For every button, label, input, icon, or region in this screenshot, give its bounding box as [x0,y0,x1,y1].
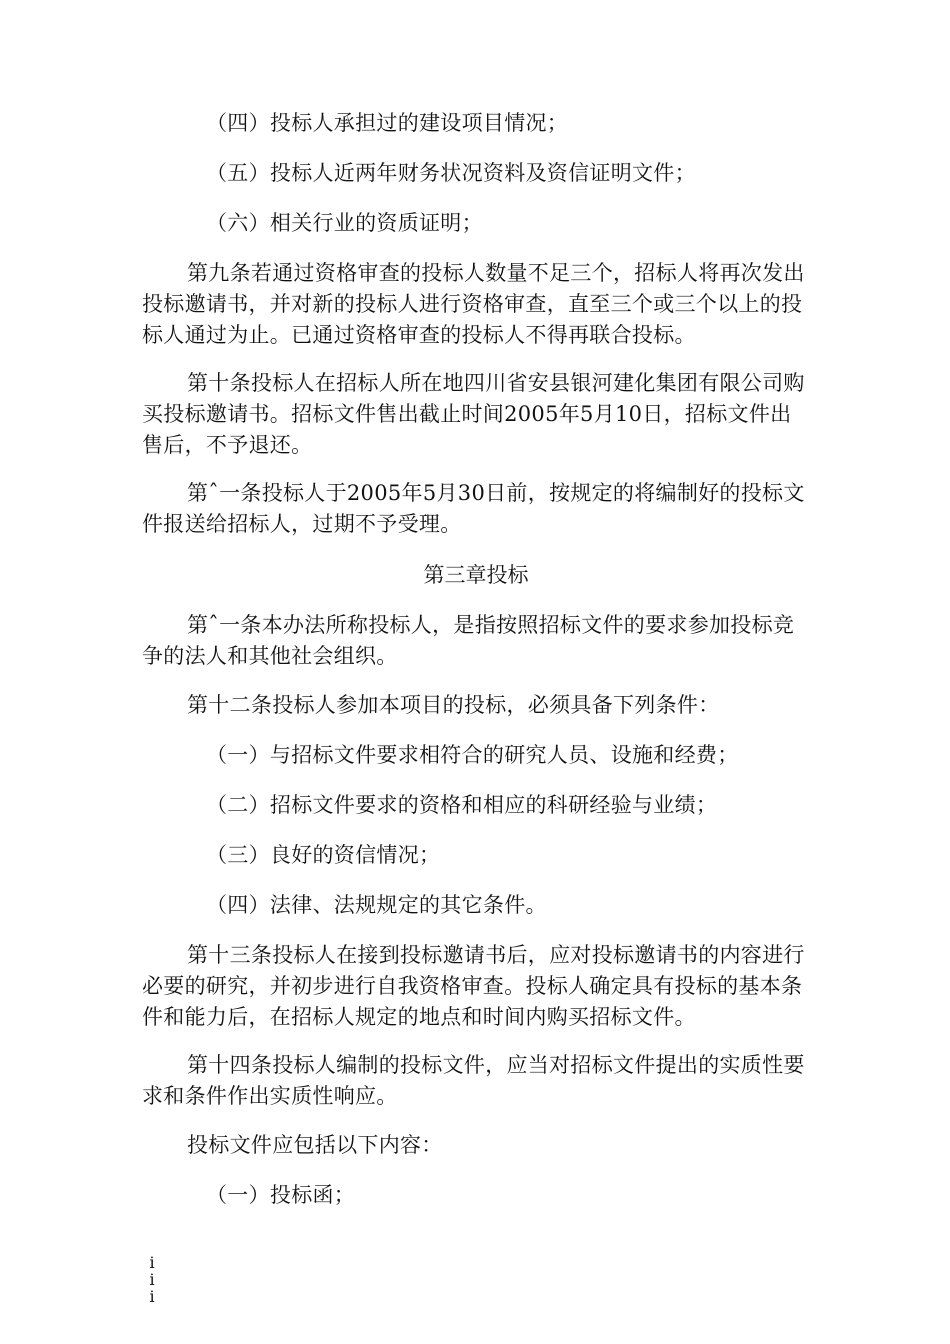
list-item-bid-letter: （一）投标函； [206,1183,356,1207]
list-item-financial-status: （五）投标人近两年财务状况资料及资信证明文件； [206,161,696,185]
article-12: 第十二条投标人参加本项目的投标，必须具备下列条件： [187,693,720,717]
footer-mark: i [149,1287,155,1306]
list-item-personnel: （一）与招标文件要求相符合的研究人员、设施和经费； [206,743,739,767]
list-item-project-history: （四）投标人承担过的建设项目情况； [206,111,569,135]
bid-content-intro: 投标文件应包括以下内容： [187,1133,443,1157]
footer-mark: i [149,1270,155,1289]
article-14: 第十四条投标人编制的投标文件，应当对招标文件提出的实质性要求和条件作出实质性响应。 [142,1053,805,1108]
list-item-other-conditions: （四）法律、法规规定的其它条件。 [206,893,547,917]
article-10: 第十条投标人在招标人所在地四川省安县银河建化集团有限公司购买投标邀请书。招标文件售出截止时间2005年5月10日，招标文件出售后，不予退还。 [142,371,805,457]
article-13: 第十三条投标人在接到投标邀请书后，应对投标邀请书的内容进行必要的研究，并初步进行自我资格审查。投标人确定具有投标的基本条件和能力后，在招标人规定的地点和时间内购买招标文件。 [142,943,805,1029]
footer-marks [146,1254,158,1305]
footer-mark: i [149,1253,155,1272]
chapter-heading: 第三章投标 [423,563,529,587]
list-item-experience: （二）招标文件要求的资格和相应的科研经验与业绩； [206,793,718,817]
article-9: 第九条若通过资格审查的投标人数量不足三个，招标人将再次发出投标邀请书，并对新的投标人进行资格审查，直至三个或三个以上的投标人通过为止。已通过资格审查的投标人不得再联合投标。 [142,261,805,347]
article-11: 第ˆ一条投标人于2005年5月30日前，按规定的将编制好的投标文件报送给招标人，过期不予受理。 [142,481,805,536]
article-11b: 第ˆ一条本办法所称投标人，是指按照招标文件的要求参加投标竞争的法人和其他社会组织。 [142,613,795,668]
list-item-credit: （三）良好的资信情况； [206,843,441,867]
list-item-qualification-cert: （六）相关行业的资质证明； [206,211,483,235]
